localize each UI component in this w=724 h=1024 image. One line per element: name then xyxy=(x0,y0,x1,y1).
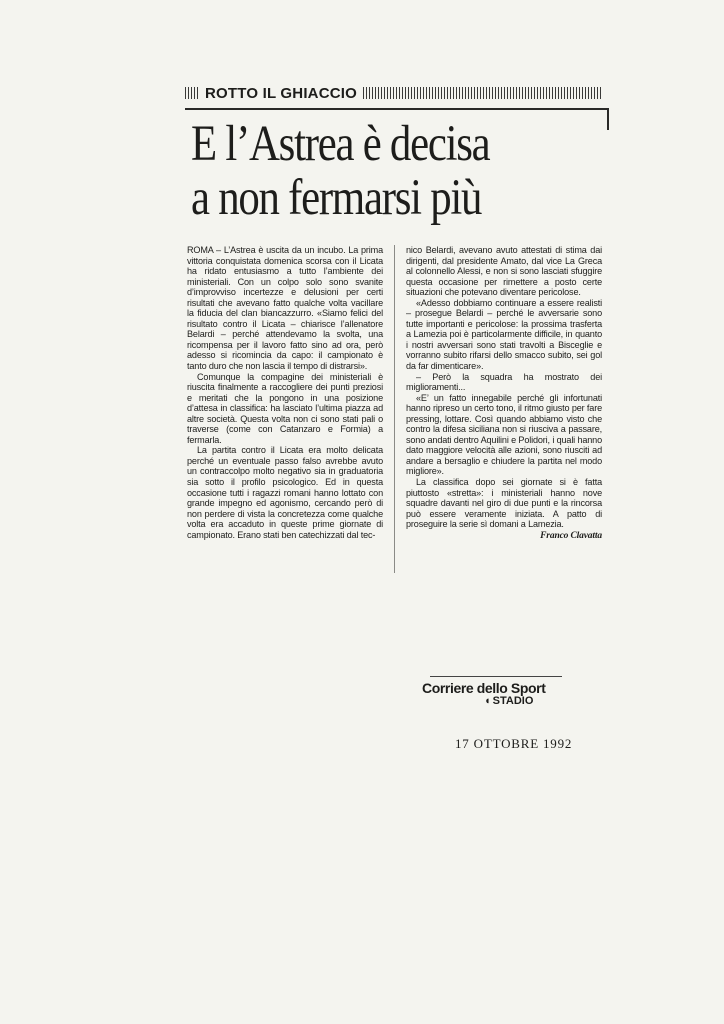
headline xyxy=(191,117,535,225)
byline: Franco Clavatta xyxy=(540,530,602,541)
paragraph: nico Belardi, avevano avuto attestati di stima dai dirigenti, dal presidente Amato, dal vice La Greca al colonnello Alessi, e non si sono lasciati sfuggire questa occasione per rimettere a posto certe situazioni che potevano diventare pericolose. xyxy=(406,245,602,298)
newspaper-name: Corriere dello Sport xyxy=(422,680,546,696)
hatch-decoration-left xyxy=(185,87,199,99)
newspaper-clipping xyxy=(175,70,605,575)
headline-line-1: E l’Astrea è decisa xyxy=(191,116,490,172)
kicker-label: ROTTO IL GHIACCIO xyxy=(205,84,358,102)
article-body xyxy=(187,245,602,575)
paragraph: ROMA – L’Astrea è uscita da un incubo. La prima vittoria conquistata domenica scorsa con il Licata ha ridato entusiasmo a tutto l’ambiente dei ministeriali. Con un colpo solo sono svanite d’improvviso incertezze e delusioni per certi risultati che avevano fatto qualche volta vacillare la fiducia del clan biancazzurro. «Siamo felici del risultato contro il Licata – chiarisce l’allenatore Belardi – perché attendevamo la svolta, una ricompensa per il lavoro fatto sino ad ora, però adesso si ricomincia da capo: il campionato è tanto duro che non lascia il tempo di distrarsi». xyxy=(187,245,383,372)
paragraph: Comunque la compagine dei ministeriali è riuscita finalmente a raccogliere dei punti preziosi e meritati che la pongono in una posizione d’attesa in classifica: ha lasciato l’ultima piazza ad altre società. Questa volta non ci sono stati pali o traverse (come con Catanzaro e Formia) a fermarla. xyxy=(187,371,383,445)
headline-line-2: a non fermarsi più xyxy=(191,170,482,226)
stadio-logo-icon: ◖ xyxy=(484,695,491,707)
kicker-bar xyxy=(185,84,603,102)
paragraph: La partita contro il Licata era molto delicata perché un eventuale passo falso avrebbe avuto un contraccolpo molto negativo sia in graduatoria sia sotto il profilo psicologico. Ed in questa occasione tutti i ragazzi romani hanno lottato con grande impegno ed agonismo, cercando però di non perdere di vista la concretezza come qualche volta era accaduto in queste prime giornate di campionato. Erano stati ben catechizzati dal tec- xyxy=(187,445,383,540)
source-stamp xyxy=(422,676,602,707)
top-rule xyxy=(185,108,607,110)
hatch-decoration-right xyxy=(363,87,603,99)
newspaper-subtitle xyxy=(484,695,602,707)
right-rule xyxy=(607,108,609,130)
article-column-2 xyxy=(406,245,602,575)
paragraph: La classifica dopo sei giornate si è fatta piuttosto «stretta»: i ministeriali hanno nove squadre davanti nel giro di due punti e la rincorsa può essere veramente iniziata. A patto di proseguire la serie sì domani a Lamezia. xyxy=(406,477,602,530)
paragraph: «Adesso dobbiamo continuare a essere realisti – prosegue Belardi – perché le avversarie sono tutte importanti e pericolose: la prossima trasferta a Lamezia poi è particolarmente difficile, in quanto i nostri avversari sono stati travolti a Bisceglie e vorranno subito rifarsi dello smacco subito, sei gol da far dimenticare». xyxy=(406,297,602,372)
paragraph: – Però la squadra ha mostrato dei miglioramenti... xyxy=(406,371,602,393)
publication-date: 17 OTTOBRE 1992 xyxy=(455,736,573,751)
source-rule xyxy=(430,676,562,677)
article-column-1 xyxy=(187,245,383,575)
column-divider xyxy=(394,245,395,573)
paragraph: «E’ un fatto innegabile perché gli infortunati hanno ripreso un certo tono, il ritmo giusto per fare pressing, lottare. Così quando abbiamo visto che contro la difesa siciliana non si riusciva a passare, sono andati dentro Aquilini e Polidori, i quali hanno dato maggiore velocità alle azioni, sono riusciti ad andare a bersaglio e chiudere la partita nel modo migliore». xyxy=(406,392,602,477)
newspaper-subtitle-text: STADIO xyxy=(492,695,534,707)
